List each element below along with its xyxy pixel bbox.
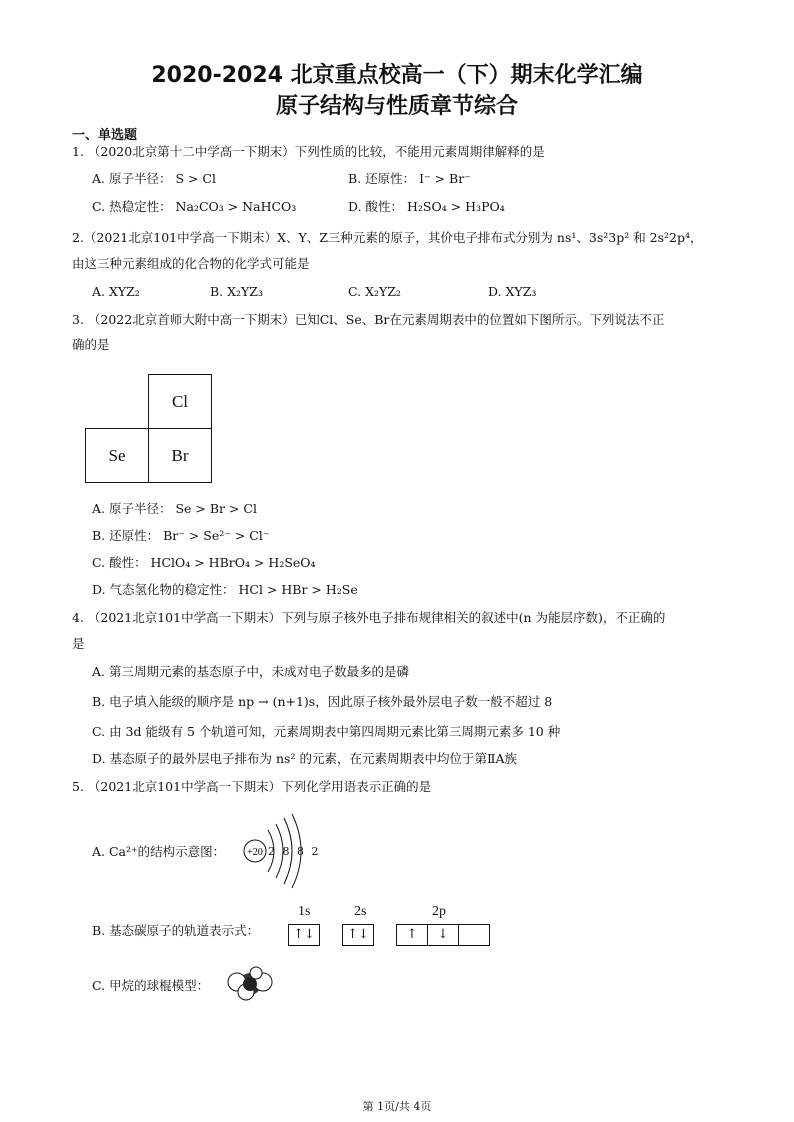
q3-stem: 3. （2022北京首师大附中高一下期末）已知Cl、Se、Br在元素周期表中的位置如下图所示。下列说法不正 (72, 312, 665, 327)
q1-stem: 1. （2020北京第十二中学高一下期末）下列性质的比较，不能用元素周期律解释的是 (72, 144, 545, 159)
q5-option-a: A. Ca²⁺的结构示意图： (92, 844, 226, 859)
methane-ball-model-icon (226, 966, 274, 1002)
q4-option-d: D. 基态原子的最外层电子排布为 ns² 的元素，在元素周期表中均位于第ⅡA族 (92, 751, 517, 766)
q4-option-c: C. 由 3d 能级有 5 个轨道可知，元素周期表中第四周期元素比第三周期元素多 10 种 (92, 724, 561, 739)
q3-option-d: D. 气态氢化物的稳定性： HCl > HBr > H₂Se (92, 582, 358, 597)
q4-option-b: B. 电子填入能级的顺序是 np → (n+1)s，因此原子核外最外层电子数一般不超过 8 (92, 694, 553, 709)
doc-subtitle: 原子结构与性质章节综合 (275, 94, 518, 119)
orbital-box-2p-2: ↓ (427, 924, 459, 946)
q5-option-c: C. 甲烷的球棍模型： (92, 978, 210, 993)
q2-option-c: C. X₂YZ₂ (348, 284, 401, 299)
periodic-cell-br: Br (148, 428, 212, 483)
q2-stem-cont: 由这三种元素组成的化合物的化学式可能是 (72, 256, 310, 271)
orbital-label-1s: 1s (298, 904, 311, 919)
orbital-label-2s: 2s (354, 904, 367, 919)
q1-option-c: C. 热稳定性： Na₂CO₃ > NaHCO₃ (92, 199, 297, 214)
q2-stem: 2.（2021北京101中学高一下期末）X、Y、Z三种元素的原子，其价电子排布式分别为 ns¹、3s²3p² 和 2s²2p⁴， (72, 230, 703, 245)
q4-option-a: A. 第三周期元素的基态原子中，未成对电子数最多的是磷 (92, 664, 409, 679)
q5-option-b: B. 基态碳原子的轨道表示式： (92, 923, 260, 938)
q3-option-b: B. 还原性： Br⁻ > Se²⁻ > Cl⁻ (92, 528, 270, 543)
q1-option-b: B. 还原性： I⁻ > Br⁻ (348, 171, 471, 186)
q5-stem: 5. （2021北京101中学高一下期末）下列化学用语表示正确的是 (72, 779, 432, 794)
q3-option-c: C. 酸性： HClO₄ > HBrO₄ > H₂SeO₄ (92, 555, 316, 570)
q4-stem: 4. （2021北京101中学高一下期末）下列与原子核外电子排布规律相关的叙述中(n 为能层序数)，不正确的 (72, 610, 666, 625)
q3-stem-cont: 确的是 (72, 337, 110, 352)
q4-stem-cont: 是 (72, 636, 85, 651)
page-footer: 第 1页/共 4页 (362, 1100, 432, 1113)
q3-option-a: A. 原子半径： Se > Br > Cl (92, 501, 257, 516)
periodic-cell-se: Se (85, 428, 149, 483)
periodic-cell-cl: Cl (148, 374, 212, 429)
section-heading: 一、单选题 (72, 128, 138, 143)
electron-shells-label: 2 8 8 2 (268, 845, 321, 858)
doc-title: 2020-2024 北京重点校高一（下）期末化学汇编 (151, 63, 643, 88)
orbital-label-2p: 2p (432, 904, 446, 919)
q1-option-d: D. 酸性： H₂SO₄ > H₃PO₄ (348, 199, 505, 214)
q1-option-a: A. 原子半径： S > Cl (92, 171, 216, 186)
orbital-box-2s: ↑↓ (342, 924, 374, 946)
orbital-box-2p-1: ↑ (396, 924, 428, 946)
orbital-box-2p-3 (458, 924, 490, 946)
orbital-box-1s: ↑↓ (288, 924, 320, 946)
q2-option-a: A. XYZ₂ (92, 284, 140, 299)
q2-option-d: D. XYZ₃ (488, 284, 537, 299)
q2-option-b: B. X₂YZ₃ (210, 284, 263, 299)
nucleus-label: +20 (247, 847, 263, 858)
